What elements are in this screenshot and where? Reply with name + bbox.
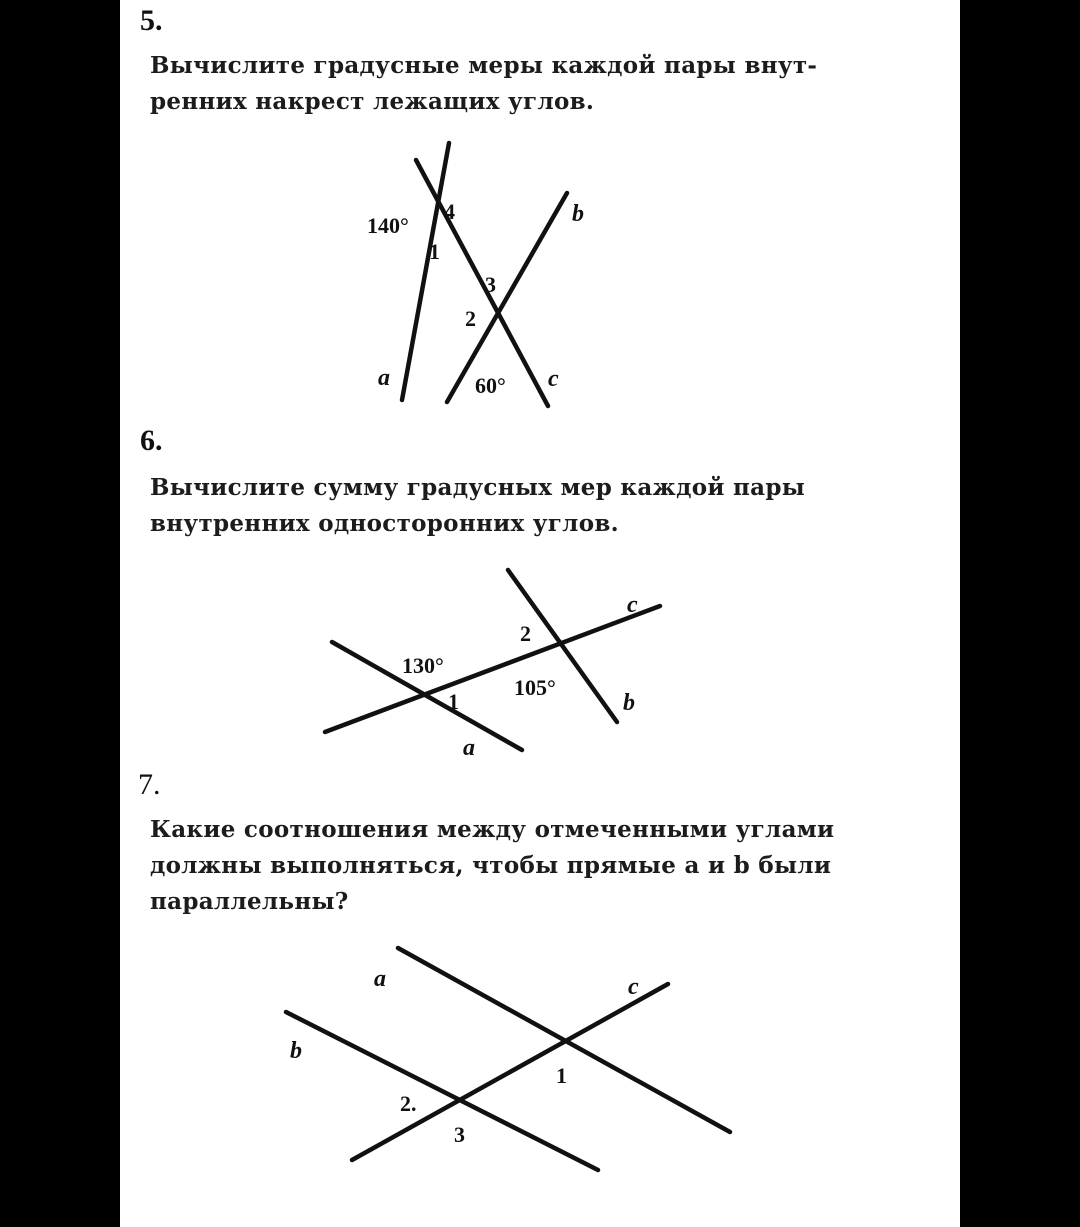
- textbook-page: [120, 0, 960, 1227]
- label-140: 140°: [367, 213, 409, 238]
- label-2: 2.: [400, 1091, 417, 1116]
- problem-7-line-2: должны выполняться, чтобы прямые a и b были: [150, 852, 832, 879]
- line-b: [286, 1012, 598, 1170]
- label-1: 1: [556, 1063, 567, 1088]
- label-105: 105°: [514, 675, 556, 700]
- label-line-b: b: [623, 690, 635, 716]
- label-line-b: b: [290, 1038, 302, 1064]
- label-130: 130°: [402, 653, 444, 678]
- problem-6-line-2: внутренних односторонних углов.: [150, 510, 619, 537]
- label-line-a: a: [378, 365, 390, 391]
- problem-6-number: 6.: [140, 424, 163, 457]
- label-60: 60°: [475, 373, 506, 398]
- label-1: 1: [429, 239, 440, 264]
- label-4: 4: [444, 199, 455, 224]
- label-3: 3: [454, 1122, 465, 1147]
- label-line-b: b: [572, 201, 584, 227]
- problem-6-line-1: Вычислите сумму градусных мер каждой пары: [150, 474, 806, 501]
- label-2: 2: [465, 306, 476, 331]
- problem-5-number: 5.: [140, 4, 163, 37]
- label-2: 2: [520, 621, 531, 646]
- label-line-c: c: [548, 366, 559, 392]
- label-line-c: c: [627, 592, 638, 618]
- problem-5-line-2: ренних накрест лежащих углов.: [150, 88, 595, 115]
- problem-7-line-1: Какие соотношения между отмеченными углами: [150, 816, 835, 843]
- label-line-c: c: [628, 974, 639, 1000]
- label-3: 3: [485, 272, 496, 297]
- label-line-a: a: [374, 966, 386, 992]
- problem-7-number: 7.: [138, 768, 161, 801]
- label-line-a: a: [463, 735, 475, 761]
- label-1: 1: [448, 689, 459, 714]
- problem-5-line-1: Вычислите градусные меры каждой пары внут-: [150, 52, 818, 79]
- problem-7-figure: [120, 0, 960, 1227]
- problem-7-line-3: параллельны?: [150, 888, 349, 915]
